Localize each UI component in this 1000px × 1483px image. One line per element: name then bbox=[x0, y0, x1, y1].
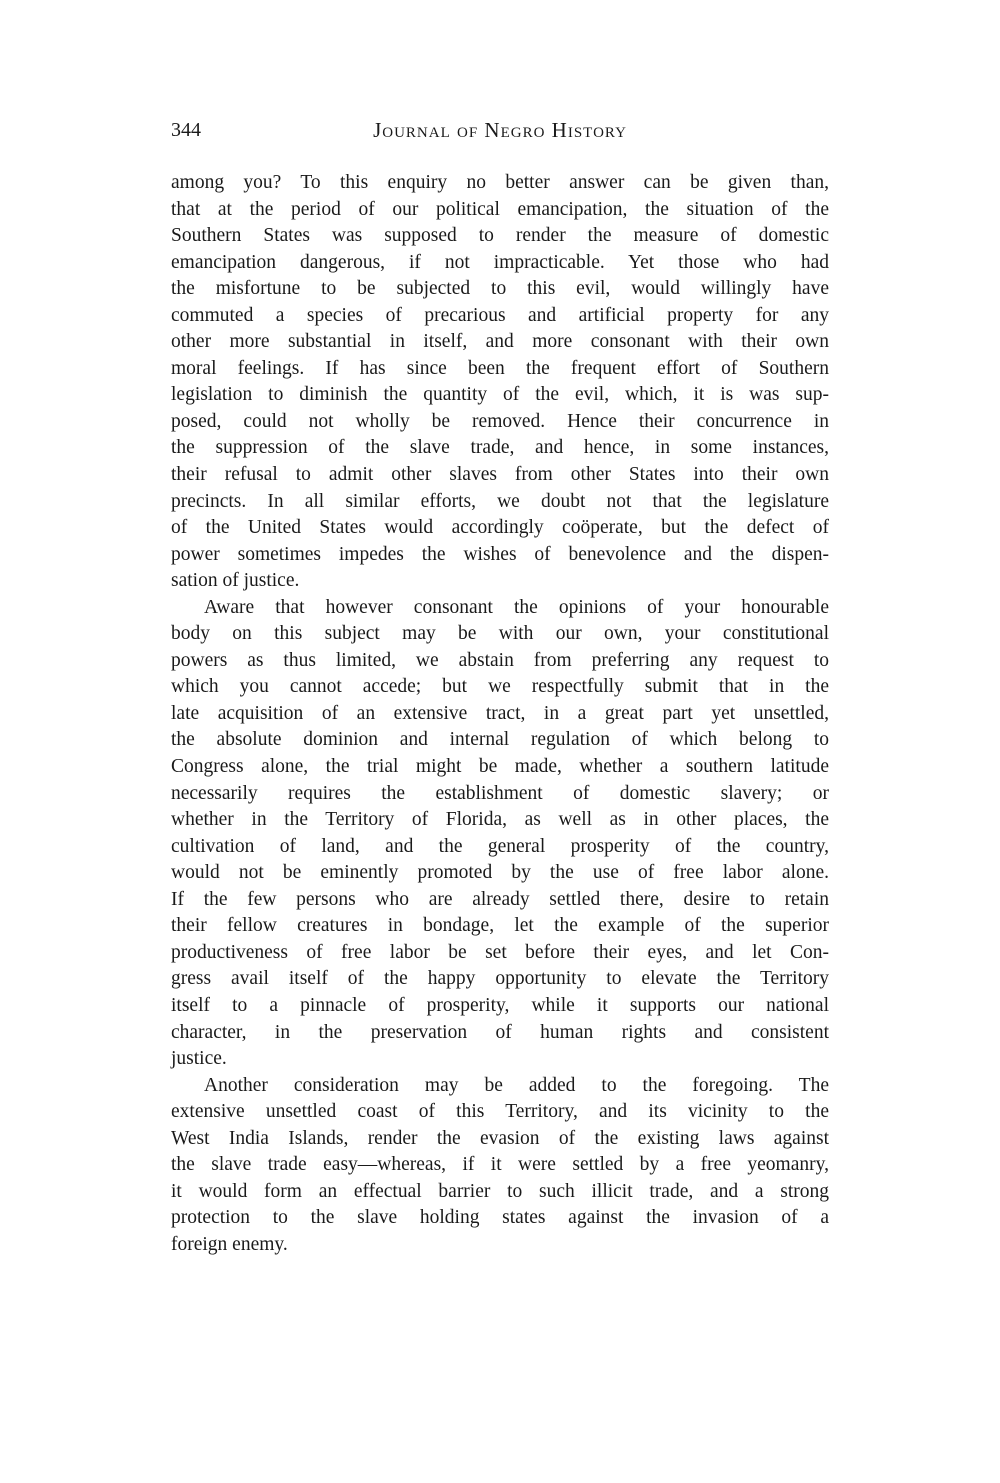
text-line: the suppression of the slave trade, and hence, in some instances, bbox=[171, 437, 829, 459]
text-line: late acquisition of an extensive tract, in a great part yet unsettled, bbox=[171, 702, 829, 724]
text-line: that at the period of our political emancipation, the situation of the bbox=[171, 198, 829, 220]
text-line: West India Islands, render the evasion of the existing laws against bbox=[171, 1127, 829, 1149]
page-number: 344 bbox=[171, 119, 201, 141]
text-line: among you? To this enquiry no better answer can be given than, bbox=[171, 172, 829, 193]
text-line: their refusal to admit other slaves from other States into their own bbox=[171, 464, 829, 486]
text-line: body on this subject may be with our own, your constitutional bbox=[171, 623, 829, 645]
text-line: their fellow creatures in bondage, let the example of the superior bbox=[171, 915, 829, 937]
text-line: Southern States was supposed to render the measure of domestic bbox=[171, 225, 829, 247]
text-line: precincts. In all similar efforts, we doubt not that the legislature bbox=[171, 490, 829, 512]
text-line: power sometimes impedes the wishes of benevolence and the dispen- bbox=[171, 543, 829, 565]
paragraph-2 bbox=[171, 595, 829, 1073]
journal-title: Journal of Negro History bbox=[373, 118, 627, 142]
text-line: justice. bbox=[171, 1048, 227, 1070]
text-line: protection to the slave holding states against the invasion of a bbox=[171, 1207, 829, 1229]
text-line: If the few persons who are already settled there, desire to retain bbox=[171, 888, 829, 910]
text-line: posed, could not wholly be removed. Hence their concurrence in bbox=[171, 410, 829, 432]
text-line: Congress alone, the trial might be made, whether a southern latitude bbox=[171, 756, 829, 778]
paragraph-3 bbox=[171, 1073, 829, 1259]
text-line: productiveness of free labor be set before their eyes, and let Con- bbox=[171, 941, 829, 963]
body-text bbox=[171, 170, 829, 1258]
text-line: emancipation dangerous, if not impracticable. Yet those who had bbox=[171, 251, 829, 273]
text-line: extensive unsettled coast of this Territory, and its vicinity to the bbox=[171, 1101, 829, 1123]
text-line: commuted a species of precarious and artificial property for any bbox=[171, 304, 829, 326]
text-line: of the United States would accordingly coöperate, but the defect of bbox=[171, 517, 829, 539]
text-line: would not be eminently promoted by the use of free labor alone. bbox=[171, 862, 829, 884]
text-line: character, in the preservation of human rights and consistent bbox=[171, 1021, 829, 1043]
text-line: cultivation of land, and the general prosperity of the country, bbox=[171, 835, 829, 857]
paragraph-1 bbox=[171, 170, 829, 595]
text-line: powers as thus limited, we abstain from preferring any request to bbox=[171, 649, 829, 671]
text-line: other more substantial in itself, and more consonant with their own bbox=[171, 331, 829, 353]
text-line: necessarily requires the establishment of domestic slavery; or bbox=[171, 782, 829, 804]
text-line: it would form an effectual barrier to such illicit trade, and a strong bbox=[171, 1180, 829, 1202]
text-line: which you cannot accede; but we respectfully submit that in the bbox=[171, 676, 829, 698]
text-line: the absolute dominion and internal regulation of which belong to bbox=[171, 729, 829, 751]
text-line: foreign enemy. bbox=[171, 1233, 288, 1255]
text-line: sation of justice. bbox=[171, 570, 300, 592]
text-line: whether in the Territory of Florida, as well as in other places, the bbox=[171, 809, 829, 831]
text-line: itself to a pinnacle of prosperity, while it supports our national bbox=[171, 994, 829, 1016]
running-head bbox=[171, 116, 829, 148]
text-line: gress avail itself of the happy opportunity to elevate the Territory bbox=[171, 968, 829, 990]
text-line: legislation to diminish the quantity of the evil, which, it is was sup- bbox=[171, 384, 829, 406]
text-line: the slave trade easy—whereas, if it were settled by a free yeomanry, bbox=[171, 1154, 829, 1176]
text-line: Aware that however consonant the opinions of your honourable bbox=[204, 596, 829, 618]
text-line: moral feelings. If has since been the frequent effort of Southern bbox=[171, 357, 829, 379]
text-line: Another consideration may be added to the foregoing. The bbox=[204, 1074, 829, 1096]
text-line: the misfortune to be subjected to this evil, would willingly have bbox=[171, 278, 829, 300]
